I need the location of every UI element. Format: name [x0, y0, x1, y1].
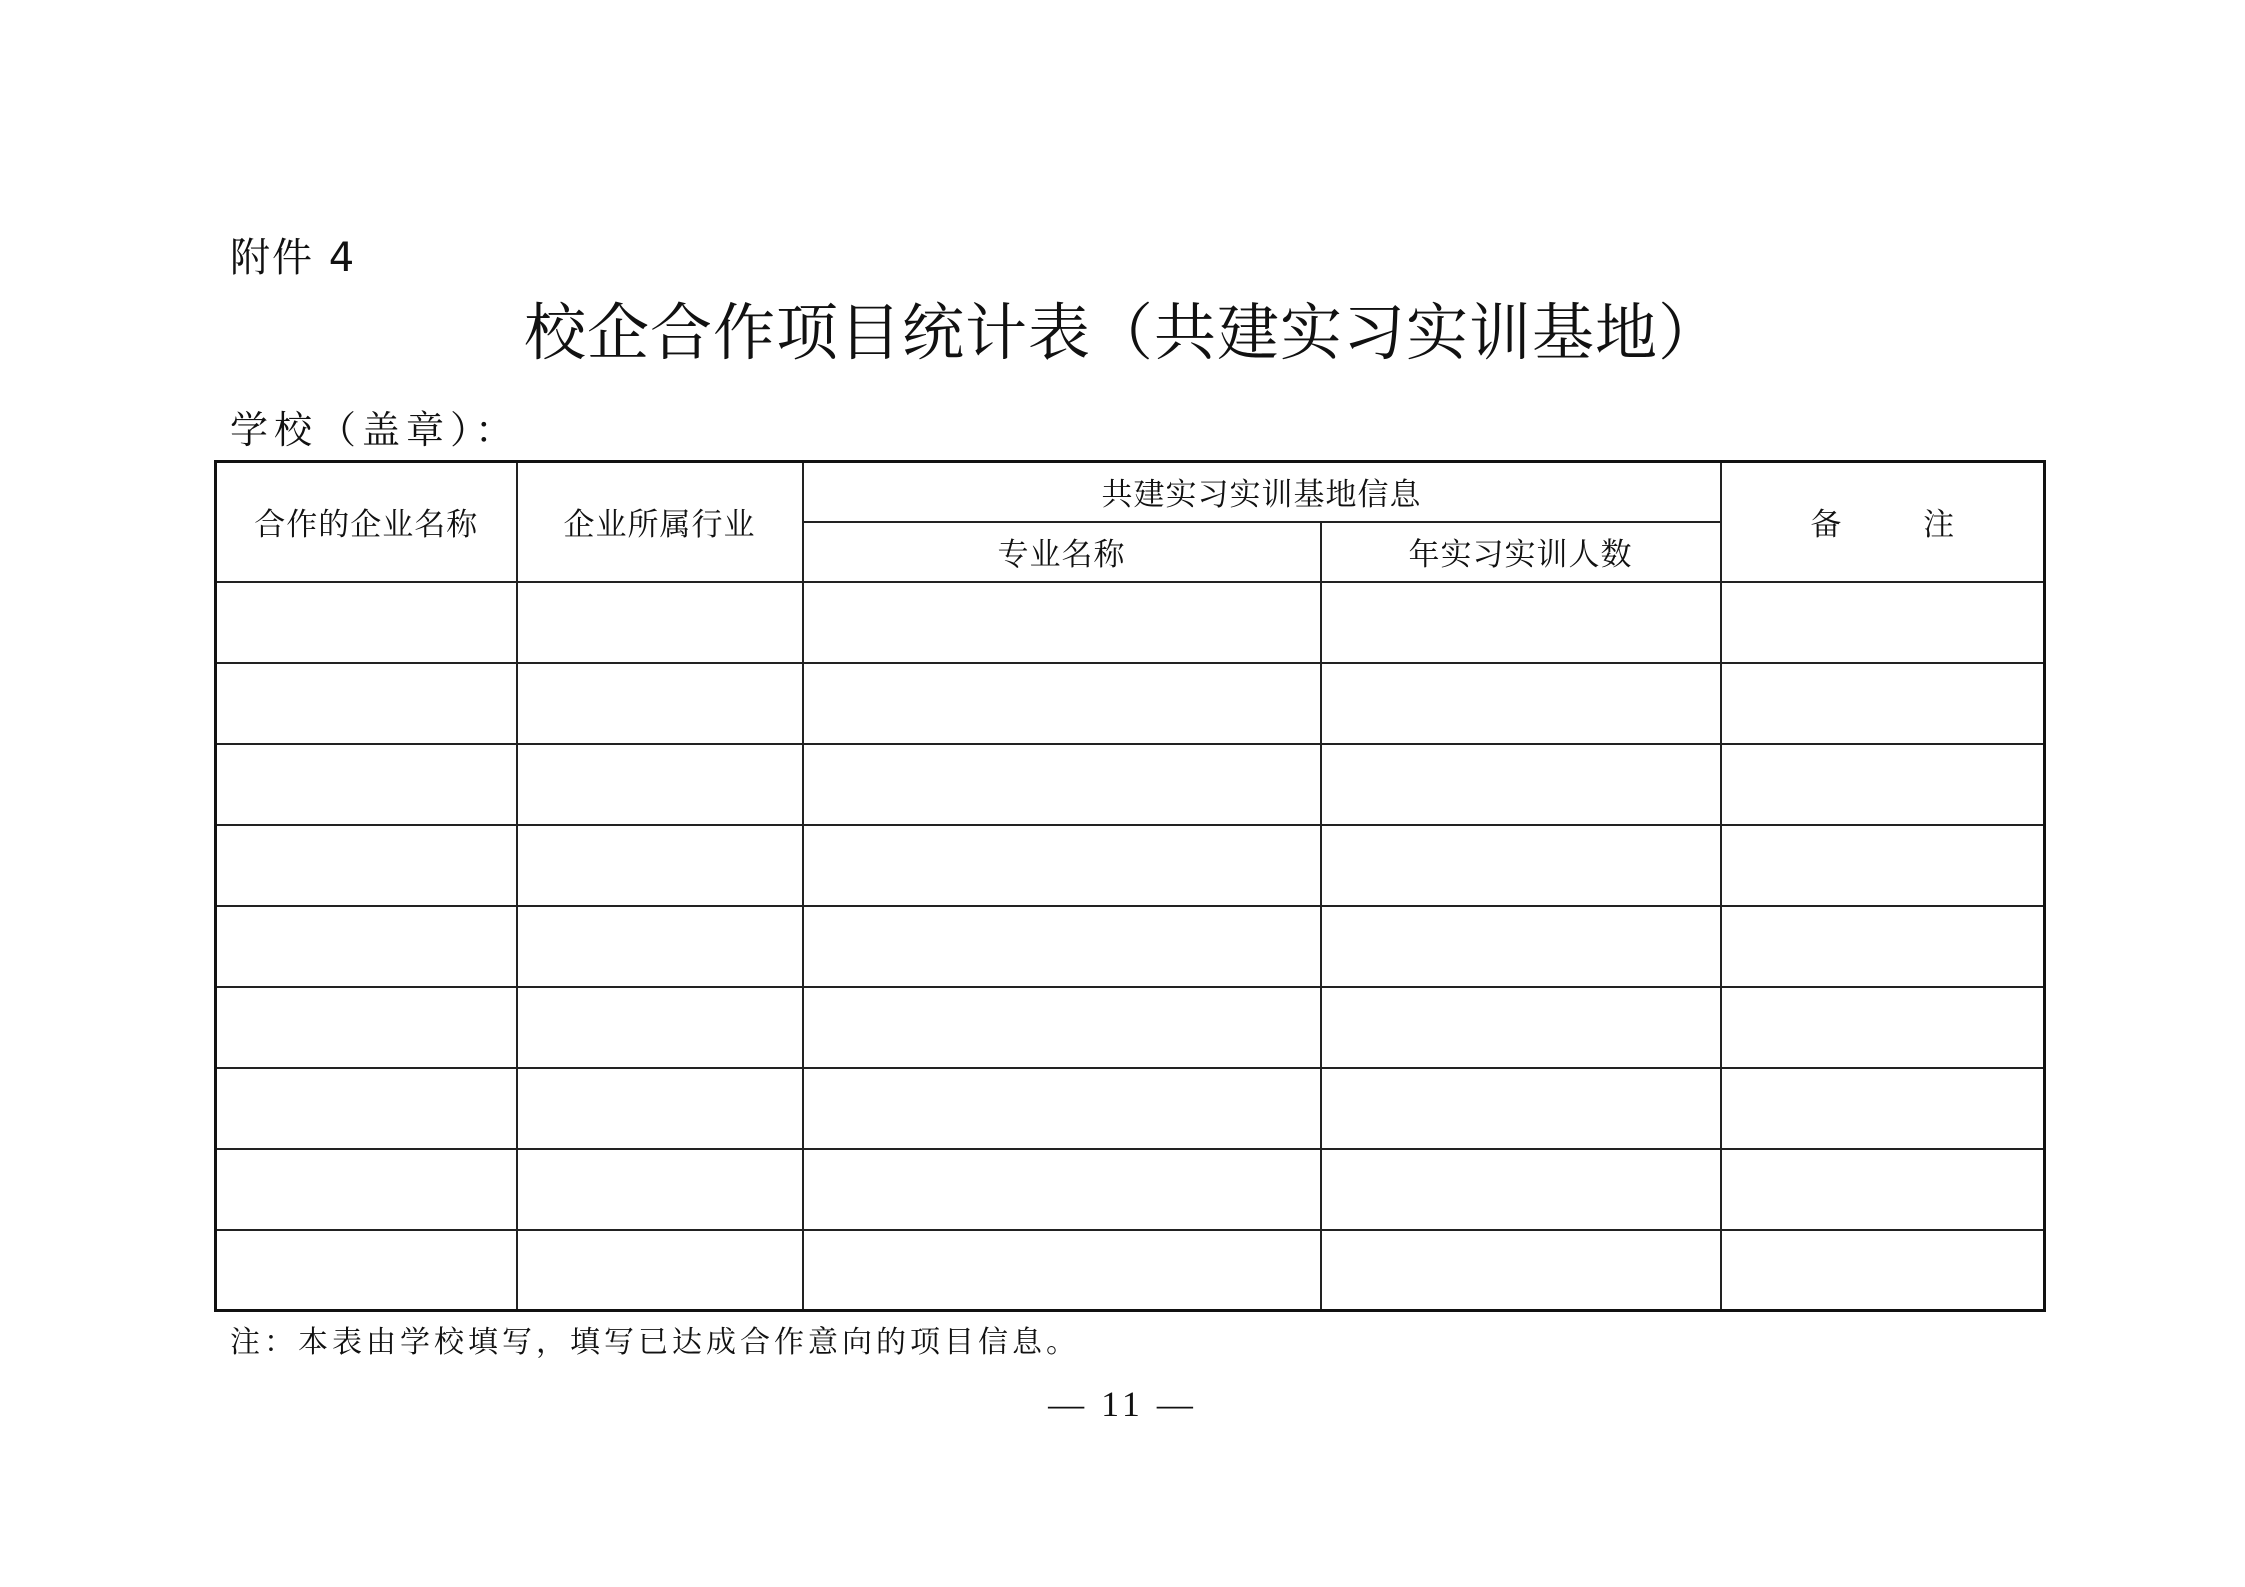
cell-major-name — [803, 582, 1321, 663]
header-base-info-group: 共建实习实训基地信息 — [803, 462, 1721, 522]
header-remarks: 备 注 — [1721, 462, 2045, 582]
page-title: 校企合作项目统计表（共建实习实训基地） — [523, 296, 1721, 369]
cell-company-name — [216, 906, 517, 987]
table-row — [216, 906, 2045, 987]
page-number: — 11 — — [1048, 1384, 1197, 1424]
attachment-label: 附件 4 — [230, 235, 357, 281]
cell-remarks — [1721, 744, 2045, 825]
table-row — [216, 1149, 2045, 1230]
cell-company-name — [216, 744, 517, 825]
cell-annual-trainees — [1321, 744, 1721, 825]
cell-industry — [517, 663, 803, 744]
header-annual-trainees: 年实习实训人数 — [1321, 522, 1721, 582]
header-major-name: 专业名称 — [803, 522, 1321, 582]
table-row — [216, 987, 2045, 1068]
cell-company-name — [216, 1230, 517, 1311]
cell-major-name — [803, 744, 1321, 825]
cell-major-name — [803, 906, 1321, 987]
cell-company-name — [216, 1068, 517, 1149]
cell-remarks — [1721, 1149, 2045, 1230]
school-seal-line: 学校（盖章）： — [230, 408, 520, 452]
cell-company-name — [216, 987, 517, 1068]
cell-remarks — [1721, 906, 2045, 987]
cell-annual-trainees — [1321, 663, 1721, 744]
cell-remarks — [1721, 1068, 2045, 1149]
table-row — [216, 825, 2045, 906]
cell-major-name — [803, 825, 1321, 906]
cell-annual-trainees — [1321, 987, 1721, 1068]
cell-company-name — [216, 825, 517, 906]
cell-industry — [517, 1149, 803, 1230]
cell-remarks — [1721, 987, 2045, 1068]
cell-industry — [517, 582, 803, 663]
table-header-row — [216, 462, 2045, 522]
table-row — [216, 582, 2045, 663]
cell-remarks — [1721, 1230, 2045, 1311]
cell-annual-trainees — [1321, 582, 1721, 663]
cell-industry — [517, 987, 803, 1068]
cell-company-name — [216, 582, 517, 663]
cell-major-name — [803, 1068, 1321, 1149]
statistics-table — [214, 460, 2046, 1312]
footnote: 注：本表由学校填写，填写已达成合作意向的项目信息。 — [230, 1325, 1080, 1360]
cell-annual-trainees — [1321, 825, 1721, 906]
cell-major-name — [803, 987, 1321, 1068]
cell-remarks — [1721, 582, 2045, 663]
table-row — [216, 663, 2045, 744]
cell-annual-trainees — [1321, 1068, 1721, 1149]
cell-industry — [517, 1068, 803, 1149]
cell-industry — [517, 906, 803, 987]
cell-annual-trainees — [1321, 1149, 1721, 1230]
cell-remarks — [1721, 663, 2045, 744]
cell-industry — [517, 825, 803, 906]
cell-major-name — [803, 1149, 1321, 1230]
cell-industry — [517, 1230, 803, 1311]
cell-annual-trainees — [1321, 906, 1721, 987]
cell-annual-trainees — [1321, 1230, 1721, 1311]
cell-major-name — [803, 663, 1321, 744]
cell-major-name — [803, 1230, 1321, 1311]
cell-remarks — [1721, 825, 2045, 906]
header-company-name: 合作的企业名称 — [216, 462, 517, 582]
cell-company-name — [216, 1149, 517, 1230]
table-row — [216, 1068, 2045, 1149]
table-row — [216, 1230, 2045, 1311]
header-industry: 企业所属行业 — [517, 462, 803, 582]
table-row — [216, 744, 2045, 825]
cell-company-name — [216, 663, 517, 744]
cell-industry — [517, 744, 803, 825]
